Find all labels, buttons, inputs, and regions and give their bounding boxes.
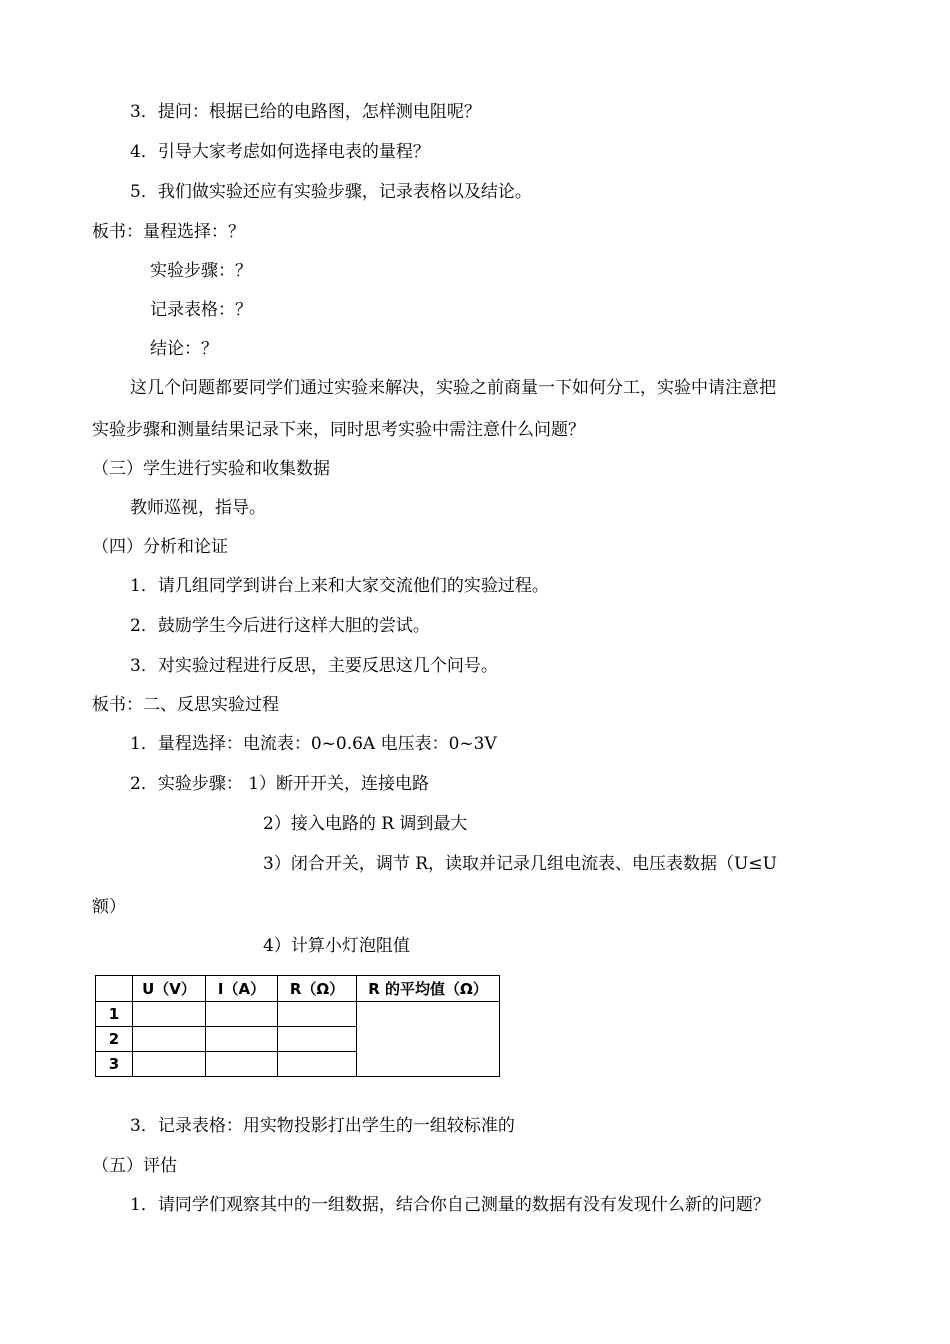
table-header-cell: R（Ω）	[278, 976, 357, 1002]
table-cell	[278, 1052, 357, 1077]
paragraph-line: 这几个问题都要同学们通过实验来解决，实验之前商量一下如何分工，实验中请注意把	[130, 378, 776, 398]
text-line: 2．鼓励学生今后进行这样大胆的尝试。	[130, 616, 430, 636]
table-cell	[278, 1027, 357, 1052]
table-cell	[206, 1027, 278, 1052]
text-line: 1．请同学们观察其中的一组数据，结合你自己测量的数据有没有发现什么新的问题？	[130, 1195, 770, 1215]
text-line: 1．请几组同学到讲台上来和大家交流他们的实验过程。	[130, 576, 549, 596]
paragraph-line: 实验步骤和测量结果记录下来，同时思考实验中需注意什么问题？	[92, 420, 585, 440]
table-row	[96, 1002, 500, 1027]
average-cell	[357, 1002, 500, 1077]
text-line: 教师巡视，指导。	[130, 498, 266, 518]
table-cell	[206, 1002, 278, 1027]
section-heading: （四）分析和论证	[92, 537, 228, 557]
text-line: 4．引导大家考虑如何选择电表的量程？	[130, 142, 430, 162]
text-line: 5．我们做实验还应有实验步骤，记录表格以及结论。	[130, 182, 532, 202]
table-header-row	[96, 976, 500, 1002]
table-cell	[278, 1002, 357, 1027]
table-cell	[133, 1027, 206, 1052]
text-line: 2．实验步骤： 1）断开开关，连接电路	[130, 774, 430, 794]
row-number: 3	[96, 1052, 133, 1077]
text-line: 3．对实验过程进行反思，主要反思这几个问号。	[130, 656, 498, 676]
text-line: 2）接入电路的 R 调到最大	[263, 814, 468, 834]
section-heading: （五）评估	[92, 1156, 177, 1176]
text-line: 3．提问：根据已给的电路图，怎样测电阻呢？	[130, 102, 481, 122]
table-header-cell: U（V）	[133, 976, 206, 1002]
table-header-cell: I（A）	[206, 976, 278, 1002]
text-line: 1．量程选择：电流表：0~0.6A 电压表：0~3V	[130, 734, 497, 754]
table-header-cell	[96, 976, 133, 1002]
text-line: 4）计算小灯泡阻值	[263, 936, 410, 956]
text-line: 额）	[92, 897, 126, 917]
text-line: 3）闭合开关，调节 R，读取并记录几组电流表、电压表数据（U≤U	[263, 854, 777, 874]
text-line: 结论：？	[150, 339, 218, 359]
table-cell	[206, 1052, 278, 1077]
row-number: 1	[96, 1002, 133, 1027]
board-heading: 板书：二、反思实验过程	[92, 695, 279, 715]
table-cell	[133, 1002, 206, 1027]
board-heading: 板书：量程选择：？	[92, 222, 245, 242]
record-table	[95, 975, 500, 1077]
table-cell	[133, 1052, 206, 1077]
table-header-cell: R 的平均值（Ω）	[357, 976, 500, 1002]
text-line: 记录表格：？	[150, 300, 252, 320]
text-line: 3．记录表格：用实物投影打出学生的一组较标准的	[130, 1116, 515, 1136]
text-line: 实验步骤：？	[150, 261, 252, 281]
row-number: 2	[96, 1027, 133, 1052]
section-heading: （三）学生进行实验和收集数据	[92, 459, 330, 479]
